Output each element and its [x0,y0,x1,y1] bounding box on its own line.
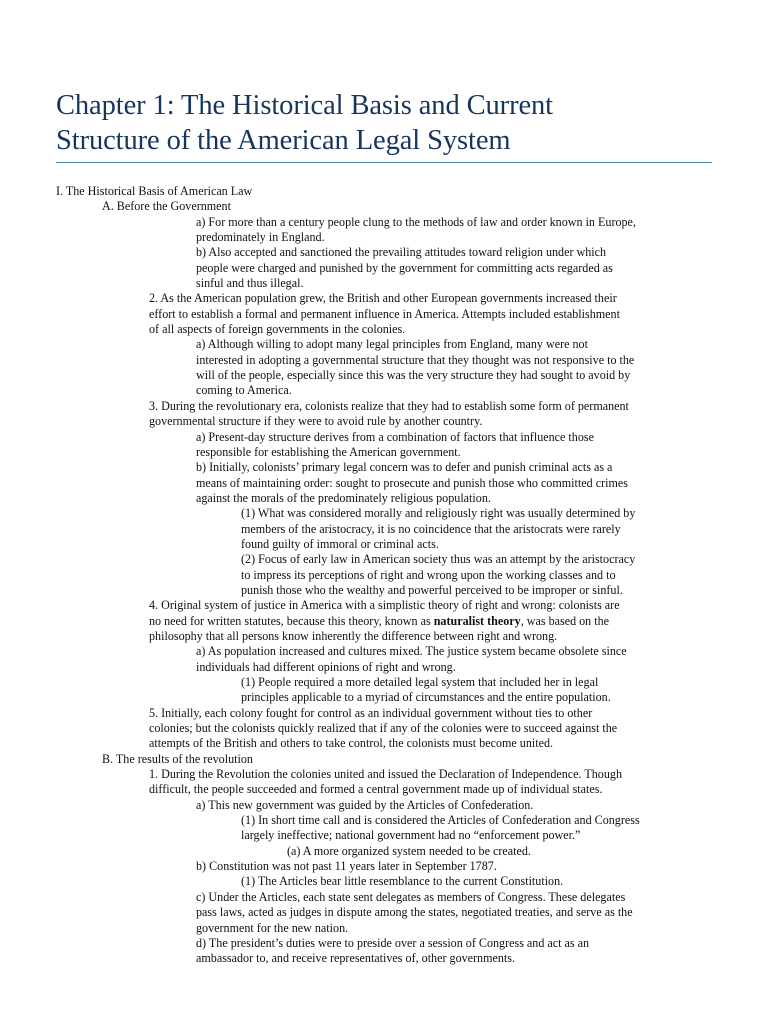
outline-line: effort to establish a formal and permanent influence in America. Attempts included establishment [149,306,620,321]
outline-line: to impress its perceptions of right and wrong upon the working classes and to [241,567,616,582]
outline-line: (1) In short time call and is considered the Articles of Confederation and Congress [241,813,640,828]
outline-line: against the morals of the predominately religious population. [196,490,491,505]
outline-line: attempts of the British and others to take control, the colonists must become united. [149,736,554,751]
outline-line: difficult, the people succeeded and formed a central government made up of individual states. [149,782,603,797]
outline-line: 5. Initially, each colony fought for control as an individual government without ties to other [149,705,593,720]
outline-line: means of maintaining order: sought to prosecute and punish those who committed crimes [196,475,628,490]
outline-line: philosophy that all persons know inherently the difference between right and wrong. [149,628,558,643]
outline-line: sinful and thus illegal. [196,276,304,291]
outline-line: b) Constitution was not past 11 years later in September 1787. [196,859,497,874]
key-term: naturalist theory [433,613,521,628]
title-divider [56,162,712,163]
outline-line: a) As population increased and cultures mixed. The justice system became obsolete since [196,644,627,659]
chapter-title-line-2: Structure of the American Legal System [56,125,511,156]
outline-line: colonies; but the colonists quickly realized that if any of the colonies were to succeed against the [149,721,618,736]
outline-line: a) Present-day structure derives from a combination of factors that influence those [196,429,594,444]
outline-line: b) Also accepted and sanctioned the prevailing attitudes toward religion under which [196,245,607,260]
outline-line: people were charged and punished by the government for committing acts regarded as [196,260,613,275]
outline-line: (2) Focus of early law in American society thus was an attempt by the aristocracy [241,552,636,567]
outline-line: individuals had different opinions of right and wrong. [196,659,456,674]
outline-line: predominately in England. [196,230,325,245]
outline-line: (1) What was considered morally and religiously right was usually determined by [241,506,636,521]
outline-line: pass laws, acted as judges in dispute among the states, negotiated treaties, and serve as the [196,905,633,920]
outline-line: 1. During the Revolution the colonies united and issued the Declaration of Independence. Though [149,767,622,782]
outline-line: 4. Original system of justice in America with a simplistic theory of right and wrong: colonists are [149,598,620,613]
outline-line: responsible for establishing the American government. [196,444,461,459]
outline-line: members of the aristocracy, it is no coincidence that the aristocrats were rarely [241,521,621,536]
outline-line: I. The Historical Basis of American Law [56,184,253,198]
outline-line: governmental structure if they were to avoid rule by another country. [149,414,483,429]
outline-line: a) Although willing to adopt many legal principles from England, many were not [196,337,588,352]
outline-line: a) This new government was guided by the Articles of Confederation. [196,797,534,812]
outline-line: punish those who the wealthy and powerful perceived to be improper or sinful. [241,582,623,597]
outline-line: coming to America. [196,383,292,398]
outline-line: principles applicable to a myriad of circumstances and the entire population. [241,690,611,705]
chapter-title [56,88,716,158]
outline-line: (a) A more organized system needed to be created. [287,843,531,858]
outline-line: found guilty of immoral or criminal acts. [241,536,439,551]
outline-line: largely ineffective; national government had no “enforcement power.” [241,828,581,843]
outline-line: (1) The Articles bear little resemblance to the current Constitution. [241,874,564,889]
outline-text: , was based on the [520,613,610,628]
outline-line: ambassador to, and receive representatives of, other governments. [196,951,516,966]
outline-text: no need for written statutes, because this theory, known as [149,613,434,628]
outline-line: 2. As the American population grew, the British and other European governments increased their [149,291,617,306]
outline-line: (1) People required a more detailed legal system that included her in legal [241,675,599,689]
outline-body [56,184,716,967]
outline-line: b) Initially, colonists’ primary legal concern was to defer and punish criminal acts as a [196,460,613,475]
outline-line: B. The results of the revolution [102,751,253,766]
chapter-title-line-1: Chapter 1: The Historical Basis and Current [56,90,553,121]
outline-line: d) The president’s duties were to preside over a session of Congress and act as an [196,935,590,950]
outline-line: a) For more than a century people clung to the methods of law and order known in Europe, [196,214,636,229]
outline-line: will of the people, especially since this was the very structure they had sought to avoid by [196,368,631,383]
outline-line: c) Under the Articles, each state sent delegates as members of Congress. These delegates [196,889,626,904]
outline-line: 3. During the revolutionary era, colonists realize that they had to establish some form of permanent [149,398,629,413]
outline-line [56,614,716,629]
outline-line: of all aspects of foreign governments in the colonies. [149,322,406,337]
outline-line: A. Before the Government [102,199,231,214]
outline-line: interested in adopting a governmental structure that they thought was not responsive to the [196,352,635,367]
outline-line: government for the new nation. [196,920,349,935]
